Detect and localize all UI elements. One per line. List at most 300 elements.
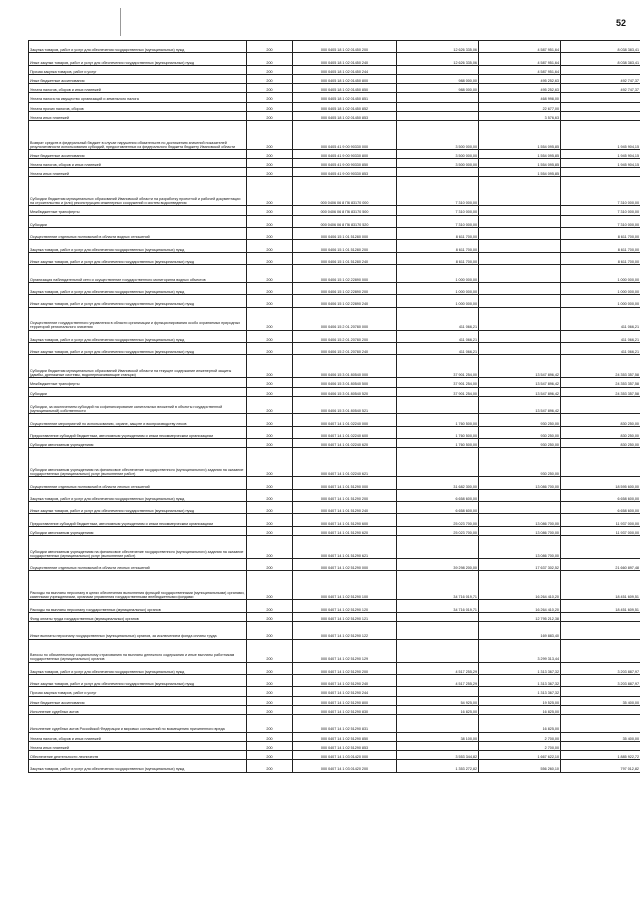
row-name: Осуществление мероприятий по использованию, охране, защите и воспроизводству лесов — [29, 414, 247, 426]
row-approved-amount: 7 310 000,00 — [397, 206, 479, 215]
row-name: Субсидии автономным учреждениям на финансовое обеспечение государственного (муниципального) задания на оказание государственных (муниципальных) услуг (выполнение работ) — [29, 536, 247, 559]
row-code: 200 — [247, 282, 293, 294]
row-approved-amount: 54 925,00 — [397, 696, 479, 705]
row-executed-amount: 13 547 896,42 — [479, 355, 561, 378]
row-executed-amount: 22 677,00 — [479, 102, 561, 111]
row-approved-amount: 4 517 255,29 — [397, 662, 479, 674]
table-body — [29, 41, 640, 773]
row-budget-classification-code: 000 0407 14 1 01 02240 620 — [293, 439, 397, 448]
row-code: 200 — [247, 639, 293, 662]
row-name: Иные бюджетные ассигнования — [29, 696, 247, 705]
table-row — [29, 714, 640, 732]
table-row — [29, 502, 640, 514]
row-approved-amount: 3 553 344,82 — [397, 750, 479, 759]
row-name: Уплата иных платежей — [29, 111, 247, 120]
row-executed-amount: 19 525,00 — [479, 696, 561, 705]
row-approved-amount: 34 716 019,71 — [397, 571, 479, 600]
row-code: 200 — [247, 675, 293, 687]
row-executed-amount: 556 260,10 — [479, 760, 561, 772]
row-budget-classification-code: 000 0407 14 1 02 51290 100 — [293, 571, 397, 600]
row-name: Межбюджетные трансферты — [29, 378, 247, 387]
table-row — [29, 240, 640, 252]
scan-margin-line — [120, 8, 121, 36]
row-approved-amount — [397, 622, 479, 640]
table-row — [29, 168, 640, 177]
row-unexecuted-amount: 411 066,21 — [561, 307, 640, 330]
row-name: Исполнение судебных актов — [29, 705, 247, 714]
table-row — [29, 477, 640, 489]
row-name: Осуществление государственного управления в области организации и функционирования особо охраняемых природных территорий регионального значения — [29, 307, 247, 330]
row-code: 200 — [247, 714, 293, 732]
row-executed-amount: 4 587 951,64 — [479, 53, 561, 65]
row-code: 200 — [247, 177, 293, 206]
table-row — [29, 53, 640, 65]
row-code: 200 — [247, 502, 293, 514]
row-approved-amount: 8 611 700,00 — [397, 240, 479, 252]
row-code: 200 — [247, 93, 293, 102]
row-code: 200 — [247, 378, 293, 387]
row-unexecuted-amount: 7 310 000,00 — [561, 177, 640, 206]
row-name: Субсидии автономным учреждениям на финансовое обеспечение государственного (муниципального) задания на оказание государственных (муниципальных) услуг (выполнение работ) — [29, 448, 247, 477]
row-approved-amount: 7 310 000,00 — [397, 215, 479, 227]
row-name: Обеспечение деятельности лесничеств — [29, 750, 247, 759]
row-budget-classification-code: 000 0406 15 3 01 80540 500 — [293, 378, 397, 387]
row-approved-amount: 31 682 300,00 — [397, 477, 479, 489]
row-executed-amount — [479, 240, 561, 252]
row-code: 200 — [247, 168, 293, 177]
row-approved-amount: 1 353 272,82 — [397, 760, 479, 772]
row-name: Исполнение судебных актов Российской Федерации и мировых соглашений по возмещению причиненного вреда — [29, 714, 247, 732]
row-name: Субсидии — [29, 215, 247, 227]
table-row — [29, 93, 640, 102]
row-approved-amount — [397, 687, 479, 696]
row-approved-amount: 988 000,00 — [397, 74, 479, 83]
row-code: 200 — [247, 600, 293, 612]
row-unexecuted-amount: 24 353 357,58 — [561, 378, 640, 387]
row-name: Закупка товаров, работ и услуг для обеспечения государственных (муниципальных) нужд — [29, 282, 247, 294]
row-name: Уплата налога на имущество организаций и земельного налога — [29, 93, 247, 102]
table-row — [29, 559, 640, 571]
row-budget-classification-code: 000 0405 18 1 02 01450 850 — [293, 84, 397, 93]
row-approved-amount: 34 716 019,71 — [397, 600, 479, 612]
table-row — [29, 696, 640, 705]
row-unexecuted-amount — [561, 168, 640, 177]
row-code: 200 — [247, 741, 293, 750]
row-budget-classification-code: 000 0406 15 2 01 20780 240 — [293, 342, 397, 354]
row-unexecuted-amount — [561, 536, 640, 559]
row-approved-amount — [397, 536, 479, 559]
row-executed-amount: 930 250,00 — [479, 414, 561, 426]
table-row — [29, 265, 640, 283]
row-approved-amount: 1 760 500,00 — [397, 414, 479, 426]
row-code: 200 — [247, 687, 293, 696]
row-budget-classification-code: 000 0406 15 1 02 22890 240 — [293, 295, 397, 307]
budget-execution-table — [28, 40, 640, 773]
row-approved-amount: 25 023 700,00 — [397, 514, 479, 526]
row-unexecuted-amount: 797 012,82 — [561, 760, 640, 772]
row-name: Иные закупки товаров, работ и услуг для обеспечения государственных (муниципальных) нужд — [29, 252, 247, 264]
row-unexecuted-amount: 7 310 000,00 — [561, 215, 640, 227]
row-unexecuted-amount: 3 203 887,97 — [561, 675, 640, 687]
row-code: 200 — [247, 414, 293, 426]
row-code: 200 — [247, 732, 293, 741]
row-unexecuted-amount: 8 611 700,00 — [561, 240, 640, 252]
row-unexecuted-amount: 1 885 922,72 — [561, 750, 640, 759]
row-code: 200 — [247, 295, 293, 307]
row-name: Субсидии автономным учреждениям — [29, 526, 247, 535]
row-approved-amount — [397, 639, 479, 662]
row-code: 200 — [247, 750, 293, 759]
row-executed-amount: 1 313 367,32 — [479, 687, 561, 696]
table-row — [29, 378, 640, 387]
row-executed-amount: 4 587 951,64 — [479, 65, 561, 74]
row-executed-amount: 4 587 951,64 — [479, 41, 561, 53]
row-executed-amount: 1 554 095,85 — [479, 120, 561, 149]
row-name: Прочая закупка товаров, работ и услуг — [29, 687, 247, 696]
table-row — [29, 215, 640, 227]
row-code: 200 — [247, 342, 293, 354]
row-unexecuted-amount: 18 595 600,00 — [561, 477, 640, 489]
row-unexecuted-amount: 6 658 600,00 — [561, 489, 640, 501]
row-approved-amount: 4 517 255,29 — [397, 675, 479, 687]
row-approved-amount: 6 658 600,00 — [397, 502, 479, 514]
table-row — [29, 159, 640, 168]
row-name: Уплата налогов, сборов и иных платежей — [29, 84, 247, 93]
row-budget-classification-code: 000 0407 14 1 03 01420 200 — [293, 760, 397, 772]
table-row — [29, 687, 640, 696]
row-code: 200 — [247, 228, 293, 240]
row-budget-classification-code: 000 0406 15 1 01 51280 240 — [293, 252, 397, 264]
row-budget-classification-code: 000 0405 18 1 02 01450 800 — [293, 74, 397, 83]
row-executed-amount: 3 299 313,44 — [479, 639, 561, 662]
row-budget-classification-code: 000 0407 14 1 02 51290 200 — [293, 662, 397, 674]
row-approved-amount: 37 901 254,00 — [397, 387, 479, 396]
row-unexecuted-amount: 830 250,00 — [561, 426, 640, 438]
row-budget-classification-code: 000 0407 14 1 01 51290 240 — [293, 502, 397, 514]
row-executed-amount: 13 086 700,00 — [479, 526, 561, 535]
row-approved-amount — [397, 93, 479, 102]
row-budget-classification-code: 000 0405 18 1 02 01450 852 — [293, 102, 397, 111]
table-row — [29, 675, 640, 687]
row-approved-amount: 411 066,21 — [397, 342, 479, 354]
row-code: 200 — [247, 65, 293, 74]
row-code: 200 — [247, 102, 293, 111]
row-code: 200 — [247, 74, 293, 83]
row-code: 200 — [247, 622, 293, 640]
row-budget-classification-code: 000 0407 14 1 02 51290 129 — [293, 639, 397, 662]
row-unexecuted-amount: 492 747,37 — [561, 84, 640, 93]
row-executed-amount — [479, 330, 561, 342]
row-name: Уплата иных платежей — [29, 741, 247, 750]
row-unexecuted-amount: 18 451 609,51 — [561, 571, 640, 600]
row-name: Предоставление субсидий бюджетным, автономным учреждениям и иным некоммерческим организациям — [29, 514, 247, 526]
row-budget-classification-code: 000 0406 15 1 01 51280 200 — [293, 240, 397, 252]
row-approved-amount — [397, 102, 479, 111]
row-budget-classification-code: 000 0407 14 1 02 51290 244 — [293, 687, 397, 696]
row-name: Осуществление отдельных полномочий в области лесных отношений — [29, 559, 247, 571]
table-row — [29, 514, 640, 526]
row-executed-amount: 2 700,00 — [479, 741, 561, 750]
table-row — [29, 741, 640, 750]
row-name: Закупка товаров, работ и услуг для обеспечения государственных (муниципальных) нужд — [29, 330, 247, 342]
row-executed-amount: 1 313 367,32 — [479, 675, 561, 687]
row-approved-amount — [397, 396, 479, 414]
row-executed-amount: 13 547 896,42 — [479, 396, 561, 414]
table-row — [29, 330, 640, 342]
row-budget-classification-code: 000 0407 14 1 02 51290 800 — [293, 696, 397, 705]
table-row — [29, 41, 640, 53]
table-row — [29, 355, 640, 378]
table-row — [29, 760, 640, 772]
row-budget-classification-code: 000 0405 18 1 02 01450 244 — [293, 65, 397, 74]
row-budget-classification-code: 000 0407 14 1 02 51290 120 — [293, 600, 397, 612]
row-budget-classification-code: 000 0405 41 9 00 90330 800 — [293, 149, 397, 158]
row-budget-classification-code: 000 0407 14 1 03 01420 000 — [293, 750, 397, 759]
row-unexecuted-amount: 8 038 383,41 — [561, 53, 640, 65]
row-name: Уплата налогов, сборов и иных платежей — [29, 732, 247, 741]
row-budget-classification-code: 000 0407 14 1 02 51290 830 — [293, 705, 397, 714]
row-budget-classification-code: 000 0405 41 9 00 90330 000 — [293, 120, 397, 149]
row-approved-amount: 3 500 000,00 — [397, 149, 479, 158]
row-code: 200 — [247, 330, 293, 342]
row-name: Закупка товаров, работ и услуг для обеспечения государственных (муниципальных) нужд — [29, 662, 247, 674]
row-unexecuted-amount — [561, 705, 640, 714]
row-approved-amount: 988 000,00 — [397, 84, 479, 93]
row-name: Субсидии бюджетам муниципальных образований Ивановской области на разработку проектной и рабочей документации на строительство и (или) реконструкцию инженерных сооружений и систем водоотведения — [29, 177, 247, 206]
row-unexecuted-amount: 411 066,21 — [561, 330, 640, 342]
row-name: Уплата прочих налогов, сборов — [29, 102, 247, 111]
row-approved-amount: 8 611 700,00 — [397, 228, 479, 240]
row-budget-classification-code: 000 0407 14 1 01 51290 200 — [293, 489, 397, 501]
row-unexecuted-amount: 492 747,37 — [561, 74, 640, 83]
row-budget-classification-code: 000 0406 15 2 01 20780 000 — [293, 307, 397, 330]
row-code: 200 — [247, 396, 293, 414]
row-unexecuted-amount: 35 400,00 — [561, 696, 640, 705]
row-executed-amount — [479, 252, 561, 264]
row-executed-amount: 16 264 410,20 — [479, 571, 561, 600]
row-budget-classification-code: 000 0406 15 1 01 51280 000 — [293, 228, 397, 240]
row-code: 200 — [247, 696, 293, 705]
row-unexecuted-amount: 11 937 000,00 — [561, 526, 640, 535]
table-row — [29, 102, 640, 111]
row-budget-classification-code: 000 0407 14 1 02 51290 853 — [293, 741, 397, 750]
row-unexecuted-amount: 830 250,00 — [561, 439, 640, 448]
row-unexecuted-amount: 8 611 700,00 — [561, 228, 640, 240]
table-row — [29, 705, 640, 714]
row-executed-amount: 13 547 896,42 — [479, 387, 561, 396]
row-budget-classification-code: 000 0405 18 1 02 01450 851 — [293, 93, 397, 102]
row-approved-amount: 37 901 254,00 — [397, 378, 479, 387]
row-budget-classification-code: 000 0407 14 1 01 51290 621 — [293, 536, 397, 559]
row-code: 200 — [247, 120, 293, 149]
row-executed-amount: 1 313 367,32 — [479, 662, 561, 674]
table-row — [29, 612, 640, 621]
row-unexecuted-amount — [561, 714, 640, 732]
row-unexecuted-amount — [561, 639, 640, 662]
row-budget-classification-code: 000 0407 14 1 01 51290 600 — [293, 514, 397, 526]
table-row — [29, 295, 640, 307]
row-name: Осуществление отдельных полномочий в области лесных отношений — [29, 477, 247, 489]
row-unexecuted-amount — [561, 93, 640, 102]
row-budget-classification-code: 000 0406 06 8 П6 83170 500 — [293, 206, 397, 215]
row-name: Взносы по обязательному социальному страхованию на выплаты денежного содержания и иные выплаты работникам государственных (муниципальных) органов — [29, 639, 247, 662]
table-row — [29, 526, 640, 535]
table-row — [29, 571, 640, 600]
row-code: 200 — [247, 53, 293, 65]
row-name: Закупка товаров, работ и услуг для обеспечения государственных (муниципальных) нужд — [29, 41, 247, 53]
row-executed-amount: 1 554 095,85 — [479, 149, 561, 158]
row-executed-amount: 2 700,00 — [479, 732, 561, 741]
row-approved-amount: 1 760 500,00 — [397, 426, 479, 438]
row-approved-amount: 7 310 000,00 — [397, 177, 479, 206]
row-budget-classification-code: 000 0407 14 1 02 51290 240 — [293, 675, 397, 687]
row-approved-amount: 38 100,00 — [397, 732, 479, 741]
table-row — [29, 439, 640, 448]
row-executed-amount — [479, 295, 561, 307]
table-row — [29, 536, 640, 559]
row-executed-amount — [479, 228, 561, 240]
row-name: Субсидии — [29, 387, 247, 396]
table-row — [29, 426, 640, 438]
table-row — [29, 600, 640, 612]
row-executed-amount — [479, 215, 561, 227]
row-executed-amount: 13 086 700,00 — [479, 477, 561, 489]
row-name: Иные закупки товаров, работ и услуг для обеспечения государственных (муниципальных) нужд — [29, 53, 247, 65]
row-approved-amount — [397, 612, 479, 621]
row-unexecuted-amount: 8 611 700,00 — [561, 252, 640, 264]
row-approved-amount: 411 066,21 — [397, 330, 479, 342]
row-name: Прочая закупка товаров, работ и услуг — [29, 65, 247, 74]
row-name: Иные закупки товаров, работ и услуг для обеспечения государственных (муниципальных) нужд — [29, 295, 247, 307]
row-name: Предоставление субсидий бюджетным, автономным учреждениям и иным некоммерческим организациям — [29, 426, 247, 438]
table-row — [29, 177, 640, 206]
row-approved-amount — [397, 168, 479, 177]
row-budget-classification-code: 000 0406 15 3 01 80540 521 — [293, 396, 397, 414]
row-code: 200 — [247, 252, 293, 264]
row-approved-amount: 1 000 000,00 — [397, 265, 479, 283]
row-unexecuted-amount — [561, 448, 640, 477]
row-code: 200 — [247, 307, 293, 330]
page-number: 52 — [615, 18, 626, 28]
row-budget-classification-code: 000 0406 15 3 01 80540 520 — [293, 387, 397, 396]
row-executed-amount — [479, 489, 561, 501]
row-name: Закупка товаров, работ и услуг для обеспечения государственных (муниципальных) нужд — [29, 760, 247, 772]
row-name: Иные выплаты персоналу государственных (муниципальных) органов, за исключением фонда оплаты труда — [29, 622, 247, 640]
row-name: Расходы на выплаты персоналу государственных (муниципальных) органов — [29, 600, 247, 612]
row-name: Фонд оплаты труда государственных (муниципальных) органов — [29, 612, 247, 621]
row-unexecuted-amount — [561, 612, 640, 621]
row-unexecuted-amount: 1 945 904,15 — [561, 149, 640, 158]
table-row — [29, 387, 640, 396]
row-executed-amount: 12 795 212,38 — [479, 612, 561, 621]
row-budget-classification-code: 000 0405 41 9 00 90330 850 — [293, 159, 397, 168]
row-budget-classification-code: 000 0407 14 1 01 51290 620 — [293, 526, 397, 535]
row-executed-amount — [479, 342, 561, 354]
row-name: Иные закупки товаров, работ и услуг для обеспечения государственных (муниципальных) нужд — [29, 675, 247, 687]
row-budget-classification-code: 000 0406 15 1 02 22890 000 — [293, 265, 397, 283]
row-unexecuted-amount — [561, 65, 640, 74]
row-executed-amount — [479, 307, 561, 330]
row-approved-amount: 3 500 000,00 — [397, 120, 479, 149]
row-budget-classification-code: 000 0406 15 3 01 80540 000 — [293, 355, 397, 378]
row-code: 200 — [247, 514, 293, 526]
row-name: Возврат средств в федеральный бюджет в случае нарушения обязательств по достижению значений показателей результативности использования субсидий, предоставленных из федерального бюджета бюджету Ивановской области — [29, 120, 247, 149]
row-approved-amount: 37 901 254,00 — [397, 355, 479, 378]
row-code: 200 — [247, 439, 293, 448]
row-unexecuted-amount: 7 310 000,00 — [561, 206, 640, 215]
row-code: 200 — [247, 705, 293, 714]
row-unexecuted-amount: 411 066,21 — [561, 342, 640, 354]
row-executed-amount: 16 825,00 — [479, 714, 561, 732]
row-code: 200 — [247, 662, 293, 674]
row-executed-amount: 16 264 410,20 — [479, 600, 561, 612]
row-unexecuted-amount — [561, 622, 640, 640]
row-unexecuted-amount: 1 945 904,15 — [561, 120, 640, 149]
row-executed-amount: 468 998,00 — [479, 93, 561, 102]
row-budget-classification-code: 000 0407 14 1 02 51290 831 — [293, 714, 397, 732]
row-approved-amount: 39 298 200,00 — [397, 559, 479, 571]
row-code: 200 — [247, 84, 293, 93]
row-budget-classification-code: 000 0406 15 1 02 22890 200 — [293, 282, 397, 294]
row-executed-amount: 13 086 700,00 — [479, 514, 561, 526]
table-row — [29, 228, 640, 240]
row-name: Расходы на выплаты персоналу в целях обеспечения выполнения функций государственными (муниципальными) органами, казенными учреждениями, органами управления государственными внебюджетными фондами — [29, 571, 247, 600]
row-approved-amount: 411 066,21 — [397, 307, 479, 330]
row-unexecuted-amount: 1 945 904,15 — [561, 159, 640, 168]
row-budget-classification-code: 000 0407 14 1 01 02240 621 — [293, 448, 397, 477]
row-executed-amount: 13 547 896,42 — [479, 378, 561, 387]
row-approved-amount: 1 000 000,00 — [397, 282, 479, 294]
table-row — [29, 149, 640, 158]
row-code: 200 — [247, 559, 293, 571]
row-approved-amount — [397, 111, 479, 120]
row-approved-amount: 16 825,00 — [397, 705, 479, 714]
table-row — [29, 111, 640, 120]
row-unexecuted-amount: 1 000 000,00 — [561, 265, 640, 283]
row-budget-classification-code: 000 0405 41 9 00 90330 853 — [293, 168, 397, 177]
table-row — [29, 65, 640, 74]
row-budget-classification-code: 000 0405 18 1 02 01450 240 — [293, 53, 397, 65]
row-approved-amount — [397, 65, 479, 74]
table-row — [29, 396, 640, 414]
row-budget-classification-code: 000 0406 15 2 01 20780 200 — [293, 330, 397, 342]
row-unexecuted-amount — [561, 102, 640, 111]
row-budget-classification-code: 000 0407 14 1 01 02240 600 — [293, 426, 397, 438]
row-code: 200 — [247, 41, 293, 53]
row-code: 200 — [247, 426, 293, 438]
row-unexecuted-amount — [561, 396, 640, 414]
row-approved-amount — [397, 448, 479, 477]
row-budget-classification-code: 000 0406 06 8 П6 83170 000 — [293, 177, 397, 206]
row-name: Иные закупки товаров, работ и услуг для обеспечения государственных (муниципальных) нужд — [29, 502, 247, 514]
row-code: 200 — [247, 240, 293, 252]
row-name: Уплата налогов, сборов и иных платежей — [29, 159, 247, 168]
row-unexecuted-amount — [561, 741, 640, 750]
row-executed-amount: 16 825,00 — [479, 705, 561, 714]
row-unexecuted-amount: 8 038 383,41 — [561, 41, 640, 53]
row-name: Субсидии бюджетам муниципальных образований Ивановской области на текущее содержание инженерной защиты (дамбы, дренажные системы, водоперекачивающие станции) — [29, 355, 247, 378]
row-code: 200 — [247, 111, 293, 120]
table-row — [29, 732, 640, 741]
row-unexecuted-amount: 3 203 887,97 — [561, 662, 640, 674]
row-approved-amount: 12 626 335,06 — [397, 41, 479, 53]
row-approved-amount — [397, 741, 479, 750]
row-executed-amount — [479, 265, 561, 283]
row-executed-amount: 1 554 095,85 — [479, 159, 561, 168]
row-executed-amount: 1 667 622,10 — [479, 750, 561, 759]
table-row — [29, 74, 640, 83]
row-approved-amount: 3 500 000,00 — [397, 159, 479, 168]
